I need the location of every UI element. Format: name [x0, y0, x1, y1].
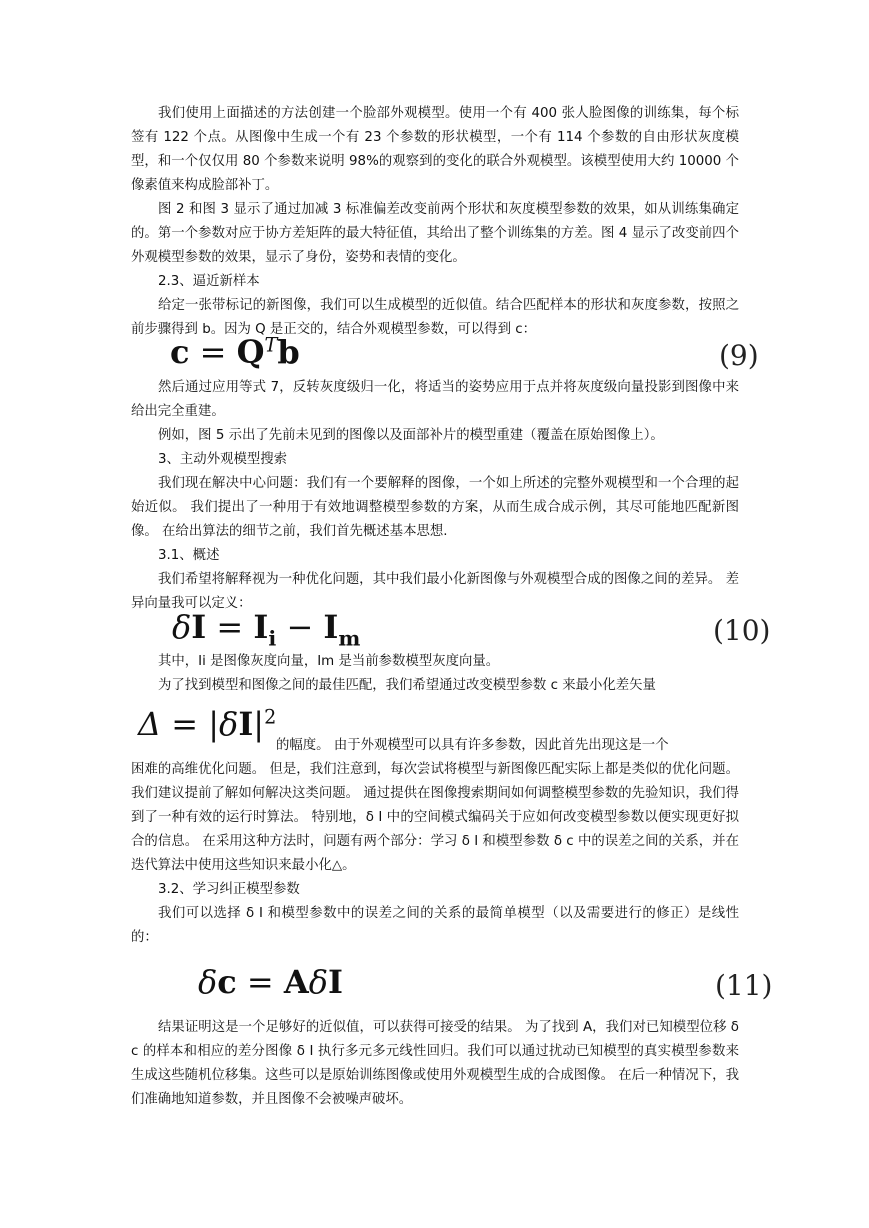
eq11-c: c [217, 963, 237, 1001]
paragraph-central-problem: 我们现在解决中心问题：我们有一个要解释的图像，一个如上所述的完整外观模型和一个合理的起始近似。 我们提出了一种用于有效地调整模型参数的方案，从而生成合成示例，其尽可能地匹配新图像。 在给出算法的细节之前，我们首先概述基本思想. [131, 476, 739, 539]
eq10-equals: = [216, 608, 244, 646]
equation-11 [198, 962, 343, 1002]
section-heading-3-1: 3.1、概述 [158, 548, 220, 563]
eq10-delta: δ [172, 608, 192, 646]
equation-10 [172, 607, 361, 651]
equation-9 [170, 332, 300, 372]
paragraph-approximate-new-sample: 给定一张带标记的新图像，我们可以生成模型的近似值。结合匹配样本的形状和灰度参数，按照之前步骤得到 b。因为 Q 是正交的，结合外观模型参数，可以得到 c： [131, 298, 739, 337]
paragraph-figures-2-3-4: 图 2 和图 3 显示了通过加减 3 标准偏差改变前两个形状和灰度模型参数的效果，如从训练集确定的。第一个参数对应于协方差矩阵的最大特征值，其给出了整个训练集的方差。图 4 显示了改变前四个外观模型参数的效果，显示了身份，姿势和表情的变化。 [131, 202, 739, 265]
eq10-m: m [338, 625, 361, 651]
eq9-c: c [170, 333, 190, 371]
delta-squared: 2 [264, 705, 277, 729]
paragraph-face-model: 我们使用上面描述的方法创建一个脸部外观模型。使用一个有 400 张人脸图像的训练集，每个标签有 122 个点。从图像中生成一个有 23 个参数的形状模型，一个有 114 个参数的自由形状灰度模型，和一个仅仅用 80 个参数来说明 98%的观察到的变化的联合外观模型。该模型使用大约 10000 个像素值来构成脸部补丁。 [131, 106, 739, 193]
eq10-minus: − [286, 608, 314, 646]
paragraph-high-dimensional: 困难的高维优化问题。 但是，我们注意到，每次尝试将模型与新图像匹配实际上都是类似的优化问题。 我们建议提前了解如何解决这类问题。 通过提供在图像搜索期间如何调整模型参数的先验知识，我们得到了一种有效的运行时算法。 特别地，δ I 中的空间模式编码关于应如何改变模型参数以便实现更好拟合的信息。 在采用这种方法时，问题有两个部分：学习 δ I 和模型参数 δ c 中的误差之间的关系，并在迭代算法中使用这些知识来最小化△。 [131, 762, 739, 873]
eq10-i: i [268, 625, 277, 651]
eq9-T: T [264, 333, 278, 357]
eq10-I: I [191, 608, 207, 646]
equation-delta-magnitude [138, 702, 276, 746]
eq10-Ii: I [253, 608, 269, 646]
delta-equals: = [171, 705, 199, 743]
section-heading-2-3: 2.3、逼近新样本 [158, 274, 260, 289]
eq11-A: A [283, 963, 309, 1001]
delta-small: δ [219, 705, 239, 743]
section-heading-3-2: 3.2、学习纠正模型参数 [158, 882, 300, 897]
equation-11-number: (11) [715, 969, 773, 1002]
eq11-delta2: δ [308, 963, 328, 1001]
eq11-equals: = [246, 963, 274, 1001]
paragraph-vector-definitions: 其中，Ii 是图像灰度向量，Im 是当前参数模型灰度向量。 [158, 654, 500, 669]
paragraph-magnitude-tail: 的幅度。 由于外观模型可以具有许多参数，因此首先出现这是一个 [276, 738, 669, 753]
paragraph-reconstruction: 然后通过应用等式 7，反转灰度级归一化，将适当的姿势应用于点并将灰度级向量投影到图像中来给出完全重建。 [131, 380, 739, 419]
eq9-equals: = [199, 333, 227, 371]
delta-I: I [238, 705, 254, 743]
equation-9-number: (9) [719, 339, 759, 372]
delta-bar-left: | [208, 705, 220, 743]
paragraph-figure-5: 例如，图 5 示出了先前未见到的图像以及面部补片的模型重建（覆盖在原始图像上）。 [158, 428, 664, 443]
eq9-Q: Q [236, 333, 265, 371]
eq11-I: I [328, 963, 343, 1001]
equation-10-number: (10) [713, 614, 771, 647]
paragraph-linear-model: 我们可以选择 δ I 和模型参数中的误差之间的关系的最简单模型（以及需要进行的修正）是线性的： [131, 906, 739, 945]
delta-symbol: Δ [138, 705, 162, 743]
delta-bar-right: | [253, 705, 265, 743]
paragraph-optimization: 我们希望将解释视为一种优化问题，其中我们最小化新图像与外观模型合成的图像之间的差异。 差异向量我可以定义： [131, 572, 739, 611]
paragraph-regression: 结果证明这是一个足够好的近似值，可以获得可接受的结果。 为了找到 A，我们对已知模型位移 δ c 的样本和相应的差分图像 δ I 执行多元多元线性回归。我们可以通过扰动已知模型的真实模型参数来生成这些随机位移集。这些可以是原始训练图像或使用外观模型生成的合成图像。 在后一种情况下，我们准确地知道参数，并且图像不会被噪声破坏。 [131, 1020, 739, 1107]
eq9-b: b [277, 333, 300, 371]
eq11-delta1: δ [198, 963, 218, 1001]
eq10-Im: I [323, 608, 339, 646]
paragraph-best-match: 为了找到模型和图像之间的最佳匹配，我们希望通过改变模型参数 c 来最小化差矢量 [158, 678, 656, 693]
section-heading-3: 3、主动外观模型搜索 [158, 452, 288, 467]
